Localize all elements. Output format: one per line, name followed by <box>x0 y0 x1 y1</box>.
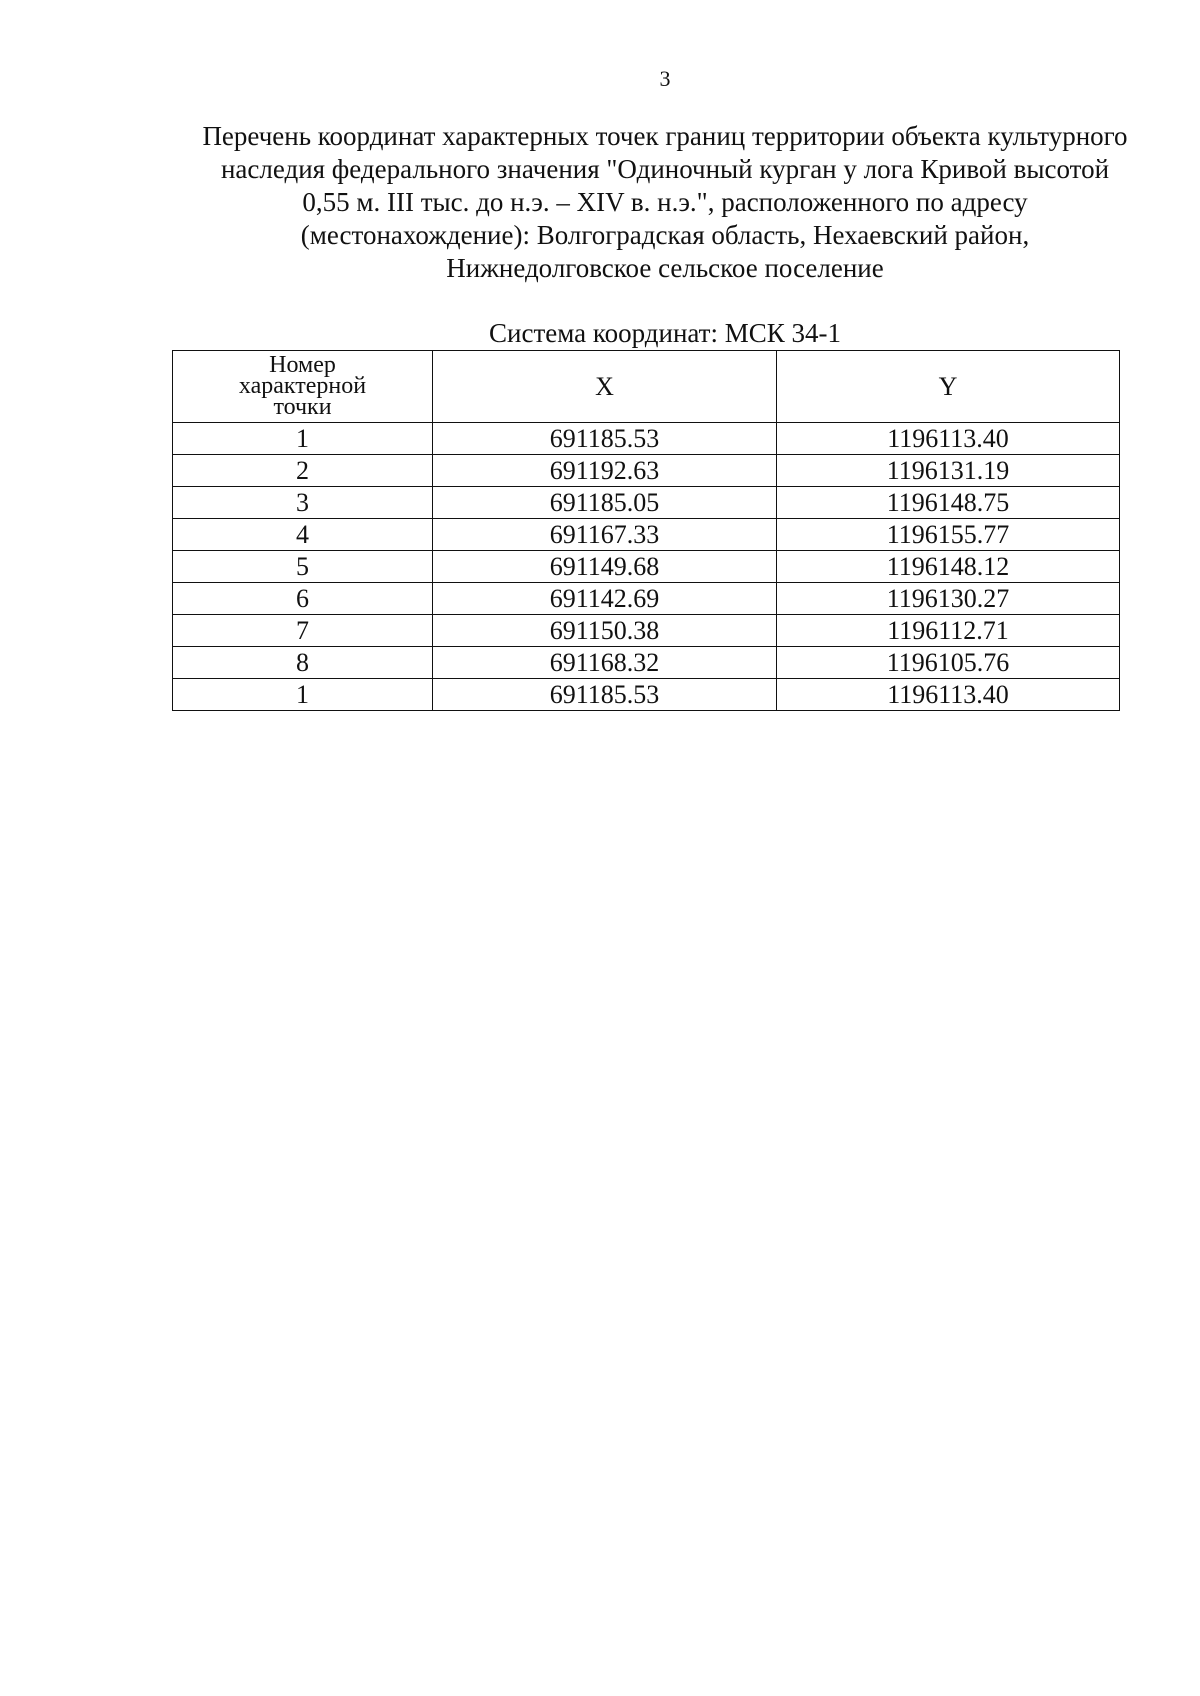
cell-point-number: 3 <box>173 487 433 519</box>
cell-y: 1196148.75 <box>777 487 1120 519</box>
table-row <box>173 455 1120 487</box>
table-header-row <box>173 351 1120 423</box>
cell-y: 1196131.19 <box>777 455 1120 487</box>
cell-point-number: 1 <box>173 423 433 455</box>
cell-point-number: 6 <box>173 583 433 615</box>
cell-x: 691185.05 <box>433 487 777 519</box>
table-row <box>173 423 1120 455</box>
cell-x: 691192.63 <box>433 455 777 487</box>
title-line: Нижнедолговское сельское поселение <box>446 253 884 283</box>
cell-point-number: 4 <box>173 519 433 551</box>
cell-y: 1196148.12 <box>777 551 1120 583</box>
table-body <box>173 423 1120 711</box>
cell-x: 691149.68 <box>433 551 777 583</box>
title-line: наследия федерального значения "Одиночный курган у лога Кривой высотой <box>220 154 1110 184</box>
coordinate-system-caption: Система координат: МСК 34-1 <box>489 318 841 348</box>
cell-x: 691168.32 <box>433 647 777 679</box>
table-row <box>173 583 1120 615</box>
title-line: (местонахождение): Волгоградская область, Нехаевский район, <box>300 220 1030 250</box>
cell-y: 1196105.76 <box>777 647 1120 679</box>
cell-y: 1196113.40 <box>777 679 1120 711</box>
cell-x: 691150.38 <box>433 615 777 647</box>
cell-y: 1196130.27 <box>777 583 1120 615</box>
table-row <box>173 487 1120 519</box>
table-row <box>173 551 1120 583</box>
cell-x: 691167.33 <box>433 519 777 551</box>
cell-y: 1196113.40 <box>777 423 1120 455</box>
table-row <box>173 647 1120 679</box>
header-y: Y <box>777 351 1120 423</box>
table-row <box>173 679 1120 711</box>
cell-x: 691142.69 <box>433 583 777 615</box>
table-row <box>173 519 1120 551</box>
cell-point-number: 2 <box>173 455 433 487</box>
page-number: 3 <box>659 66 671 91</box>
table-row <box>173 615 1120 647</box>
header-x: X <box>433 351 777 423</box>
header-point-number-line: Номер <box>269 352 336 378</box>
cell-x: 691185.53 <box>433 423 777 455</box>
coordinates-table <box>172 350 1120 711</box>
header-point-number <box>173 351 433 423</box>
cell-y: 1196112.71 <box>777 615 1120 647</box>
cell-point-number: 8 <box>173 647 433 679</box>
cell-point-number: 7 <box>173 615 433 647</box>
header-point-number-line: характерной <box>238 373 367 399</box>
cell-y: 1196155.77 <box>777 519 1120 551</box>
cell-point-number: 5 <box>173 551 433 583</box>
cell-point-number: 1 <box>173 679 433 711</box>
title-line: 0,55 м. III тыс. до н.э. – XIV в. н.э.", расположенного по адресу <box>302 187 1028 217</box>
title-line: Перечень координат характерных точек границ территории объекта культурного <box>202 121 1128 151</box>
header-point-number-line: точки <box>273 394 332 420</box>
cell-x: 691185.53 <box>433 679 777 711</box>
document-title <box>150 120 1180 285</box>
